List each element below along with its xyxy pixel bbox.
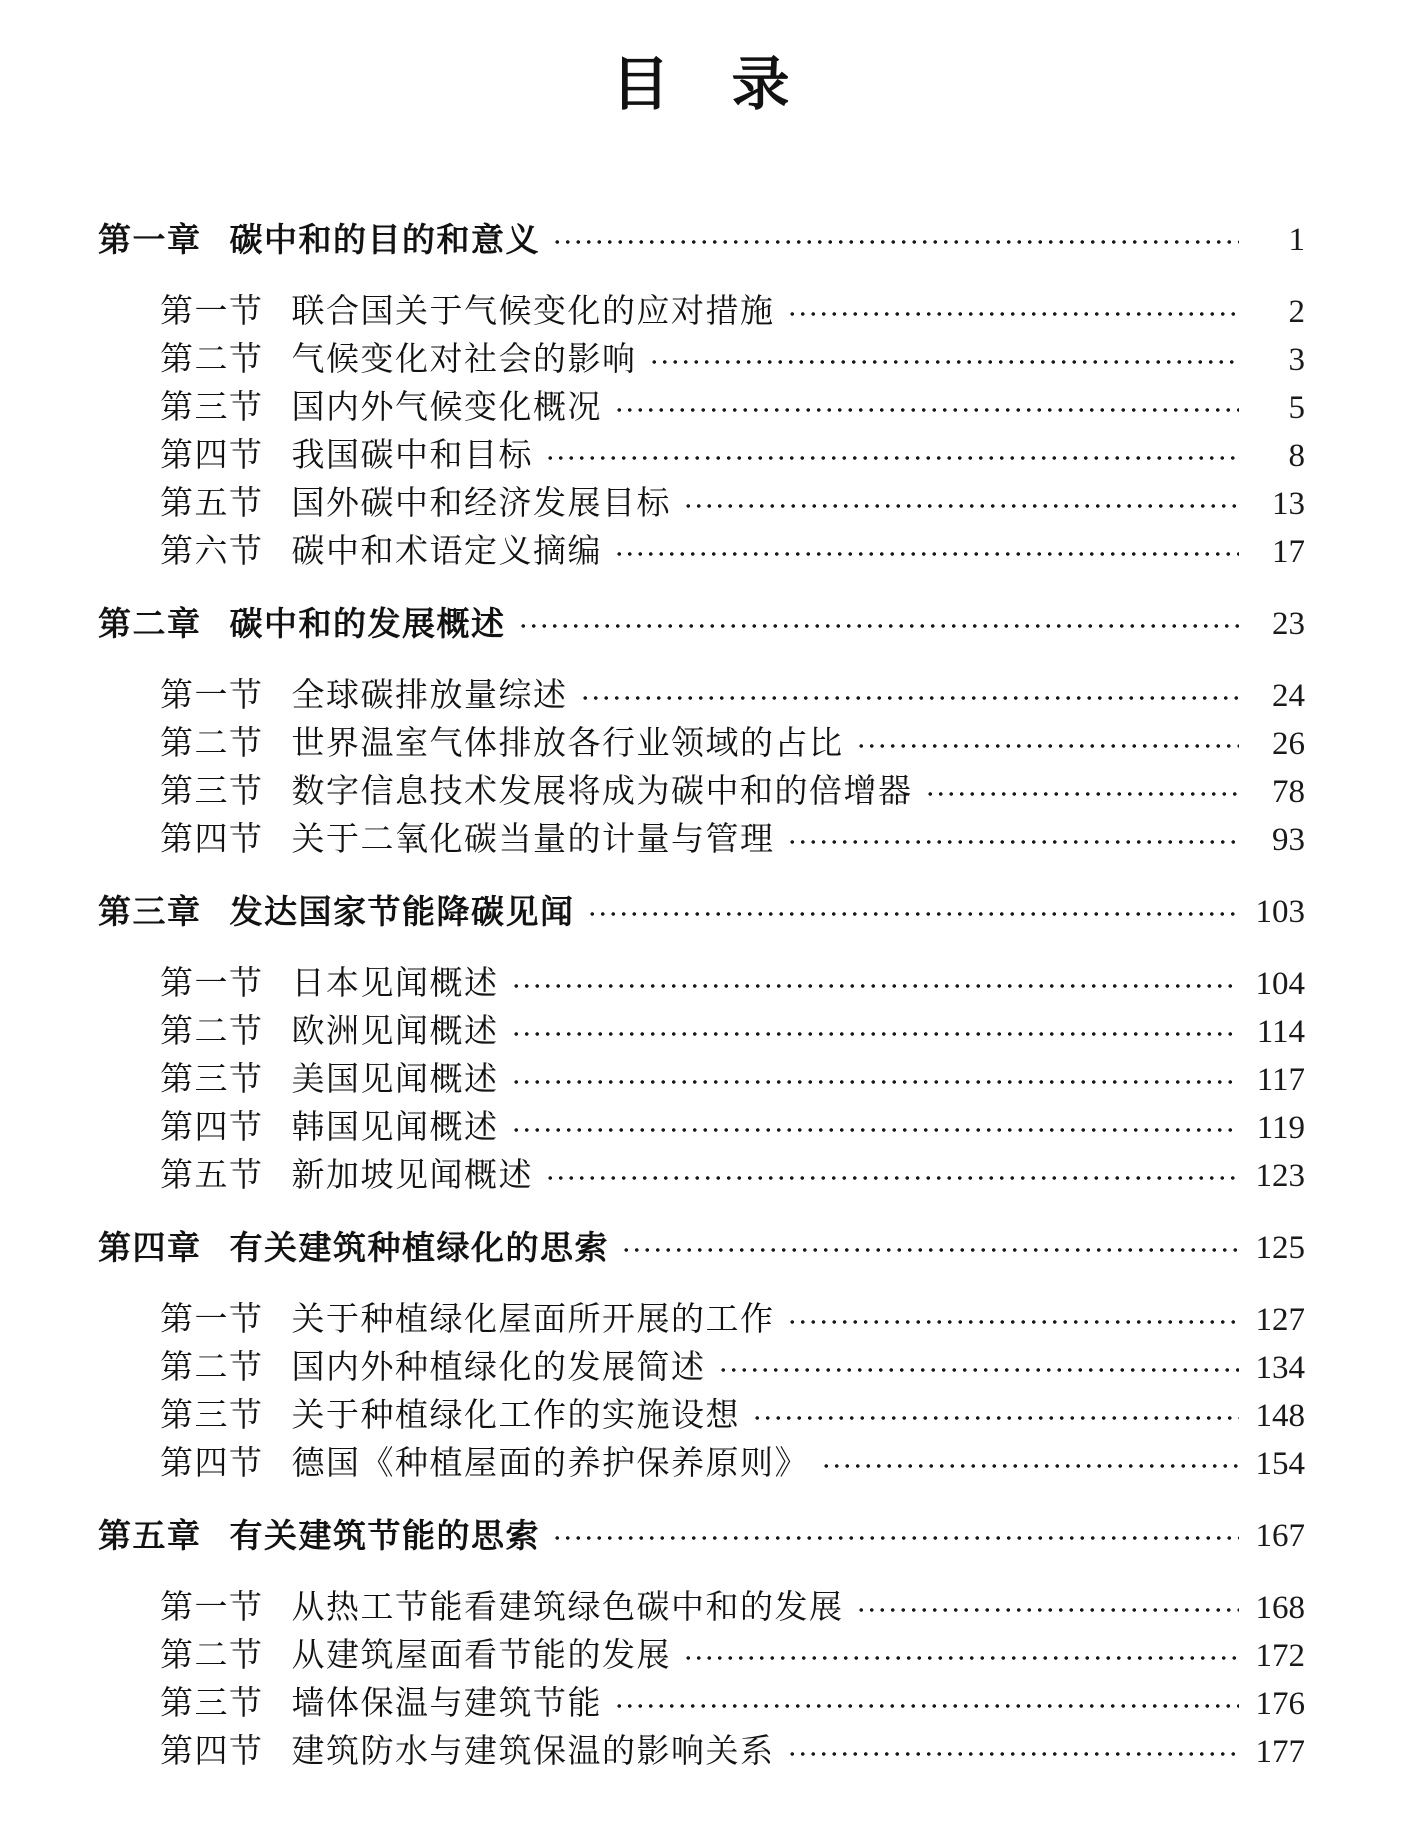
section-number-label: 第三节	[160, 1062, 264, 1098]
section-number-label: 第三节	[160, 390, 264, 426]
section-title: 碳中和术语定义摘编	[291, 534, 602, 570]
dot-leader	[518, 624, 1240, 628]
dot-leader	[683, 1656, 1239, 1660]
toc-chapter-row	[98, 1512, 1305, 1560]
toc-section-row	[98, 288, 1305, 336]
section-title: 德国《种植屋面的养护保养原则》	[291, 1446, 809, 1482]
dot-leader	[511, 1032, 1240, 1036]
section-title: 新加坡见闻概述	[291, 1158, 533, 1194]
section-title: 全球碳排放量综述	[291, 678, 568, 714]
section-page-number: 117	[1256, 1062, 1305, 1098]
chapter-title: 有关建筑种植绿化的思索	[229, 1229, 609, 1266]
section-number-label: 第二节	[160, 1350, 264, 1386]
toc-section-row	[98, 1344, 1305, 1392]
toc-section-row	[98, 720, 1305, 768]
chapter-page-number: 125	[1255, 1230, 1305, 1266]
chapter-page-number: 23	[1272, 606, 1305, 642]
section-page-number: 114	[1256, 1014, 1305, 1050]
section-number-label: 第四节	[160, 1734, 264, 1770]
toc-section-row	[98, 1056, 1305, 1104]
section-title: 韩国见闻概述	[291, 1110, 499, 1146]
dot-leader	[614, 552, 1239, 556]
toc-section-row	[98, 1152, 1305, 1200]
section-number-label: 第二节	[160, 1638, 264, 1674]
section-number-label: 第一节	[160, 1302, 264, 1338]
section-title: 世界温室气体排放各行业领域的占比	[291, 726, 844, 762]
toc-section-row	[98, 432, 1305, 480]
section-page-number: 154	[1255, 1446, 1305, 1482]
section-number-label: 第四节	[160, 822, 264, 858]
dot-leader	[752, 1416, 1239, 1420]
section-page-number: 24	[1272, 678, 1305, 714]
dot-leader	[545, 1176, 1239, 1180]
toc-section-row	[98, 1296, 1305, 1344]
dot-leader	[621, 1248, 1239, 1252]
section-title: 墙体保温与建筑节能	[291, 1686, 602, 1722]
dot-leader	[545, 456, 1239, 460]
dot-leader	[683, 504, 1239, 508]
toc-section-row	[98, 1392, 1305, 1440]
dot-leader	[511, 1080, 1240, 1084]
section-page-number: 93	[1272, 822, 1305, 858]
chapter-number-label: 第二章	[98, 605, 202, 642]
toc-section-row	[98, 960, 1305, 1008]
section-title: 国外碳中和经济发展目标	[291, 486, 671, 522]
section-number-label: 第三节	[160, 1686, 264, 1722]
section-number-label: 第三节	[160, 774, 264, 810]
dot-leader	[552, 240, 1239, 244]
section-title: 美国见闻概述	[291, 1062, 499, 1098]
section-title: 从建筑屋面看节能的发展	[291, 1638, 671, 1674]
toc-section-row	[98, 1728, 1305, 1776]
section-page-number: 78	[1272, 774, 1305, 810]
section-number-label: 第五节	[160, 1158, 264, 1194]
chapter-title: 碳中和的目的和意义	[229, 221, 540, 258]
section-page-number: 134	[1255, 1350, 1305, 1386]
dot-leader	[787, 1752, 1240, 1756]
section-title: 建筑防水与建筑保温的影响关系	[291, 1734, 775, 1770]
section-page-number: 123	[1255, 1158, 1305, 1194]
toc-chapter-row	[98, 888, 1305, 936]
dot-leader	[925, 792, 1240, 796]
dot-leader	[580, 696, 1240, 700]
toc-chapter-row	[98, 600, 1305, 648]
section-title: 日本见闻概述	[291, 966, 499, 1002]
dot-leader	[587, 912, 1240, 916]
dot-leader	[511, 984, 1240, 988]
chapter-number-label: 第四章	[98, 1229, 202, 1266]
toc-section-row	[98, 336, 1305, 384]
chapter-title: 发达国家节能降碳见闻	[229, 893, 575, 930]
dot-leader	[856, 1608, 1240, 1612]
toc-section-row	[98, 816, 1305, 864]
section-number-label: 第一节	[160, 678, 264, 714]
section-number-label: 第四节	[160, 438, 264, 474]
toc-section-row	[98, 480, 1305, 528]
section-title: 联合国关于气候变化的应对措施	[291, 294, 775, 330]
toc-chapter-row	[98, 216, 1305, 264]
toc-list	[98, 216, 1305, 1776]
dot-leader	[856, 744, 1240, 748]
dot-leader	[614, 1704, 1239, 1708]
section-number-label: 第二节	[160, 726, 264, 762]
section-page-number: 148	[1255, 1398, 1305, 1434]
dot-leader	[787, 312, 1240, 316]
section-number-label: 第一节	[160, 294, 264, 330]
section-title: 国内外种植绿化的发展简述	[291, 1350, 706, 1386]
toc-section-row	[98, 384, 1305, 432]
page-title: 目 录	[611, 52, 792, 117]
toc-section-row	[98, 1440, 1305, 1488]
section-page-number: 17	[1272, 534, 1305, 570]
section-number-label: 第二节	[160, 1014, 264, 1050]
section-title: 我国碳中和目标	[291, 438, 533, 474]
section-number-label: 第一节	[160, 1590, 264, 1626]
toc-chapter-row	[98, 1224, 1305, 1272]
chapter-page-number: 1	[1288, 222, 1305, 258]
section-title: 关于种植绿化屋面所开展的工作	[291, 1302, 775, 1338]
toc-section-row	[98, 1584, 1305, 1632]
section-page-number: 13	[1272, 486, 1305, 522]
section-page-number: 168	[1255, 1590, 1305, 1626]
chapter-page-number: 103	[1255, 894, 1305, 930]
section-page-number: 2	[1288, 294, 1305, 330]
chapter-number-label: 第三章	[98, 893, 202, 930]
section-number-label: 第一节	[160, 966, 264, 1002]
section-page-number: 172	[1255, 1638, 1305, 1674]
section-number-label: 第二节	[160, 342, 264, 378]
dot-leader	[511, 1128, 1240, 1132]
dot-leader	[821, 1464, 1239, 1468]
section-number-label: 第六节	[160, 534, 264, 570]
chapter-title: 碳中和的发展概述	[229, 605, 506, 642]
section-page-number: 26	[1272, 726, 1305, 762]
section-number-label: 第四节	[160, 1110, 264, 1146]
section-page-number: 3	[1288, 342, 1305, 378]
chapter-page-number: 167	[1255, 1518, 1305, 1554]
section-number-label: 第五节	[160, 486, 264, 522]
section-title: 数字信息技术发展将成为碳中和的倍增器	[291, 774, 913, 810]
toc-section-row	[98, 528, 1305, 576]
toc-section-row	[98, 1680, 1305, 1728]
dot-leader	[787, 1320, 1240, 1324]
toc-section-row	[98, 1104, 1305, 1152]
section-page-number: 176	[1255, 1686, 1305, 1722]
toc-section-row	[98, 672, 1305, 720]
section-title: 关于种植绿化工作的实施设想	[291, 1398, 740, 1434]
section-title: 国内外气候变化概况	[291, 390, 602, 426]
section-page-number: 8	[1288, 438, 1305, 474]
section-number-label: 第三节	[160, 1398, 264, 1434]
toc-section-row	[98, 768, 1305, 816]
section-page-number: 127	[1255, 1302, 1305, 1338]
section-title: 关于二氧化碳当量的计量与管理	[291, 822, 775, 858]
dot-leader	[649, 360, 1240, 364]
chapter-title: 有关建筑节能的思索	[229, 1517, 540, 1554]
dot-leader	[552, 1536, 1239, 1540]
dot-leader	[787, 840, 1240, 844]
chapter-number-label: 第一章	[98, 221, 202, 258]
section-page-number: 104	[1255, 966, 1305, 1002]
section-title: 从热工节能看建筑绿色碳中和的发展	[291, 1590, 844, 1626]
section-page-number: 5	[1288, 390, 1305, 426]
section-title: 气候变化对社会的影响	[291, 342, 637, 378]
section-page-number: 177	[1255, 1734, 1305, 1770]
section-title: 欧洲见闻概述	[291, 1014, 499, 1050]
chapter-number-label: 第五章	[98, 1517, 202, 1554]
toc-section-row	[98, 1008, 1305, 1056]
section-number-label: 第四节	[160, 1446, 264, 1482]
section-page-number: 119	[1256, 1110, 1305, 1146]
dot-leader	[718, 1368, 1240, 1372]
toc-section-row	[98, 1632, 1305, 1680]
dot-leader	[614, 408, 1239, 412]
